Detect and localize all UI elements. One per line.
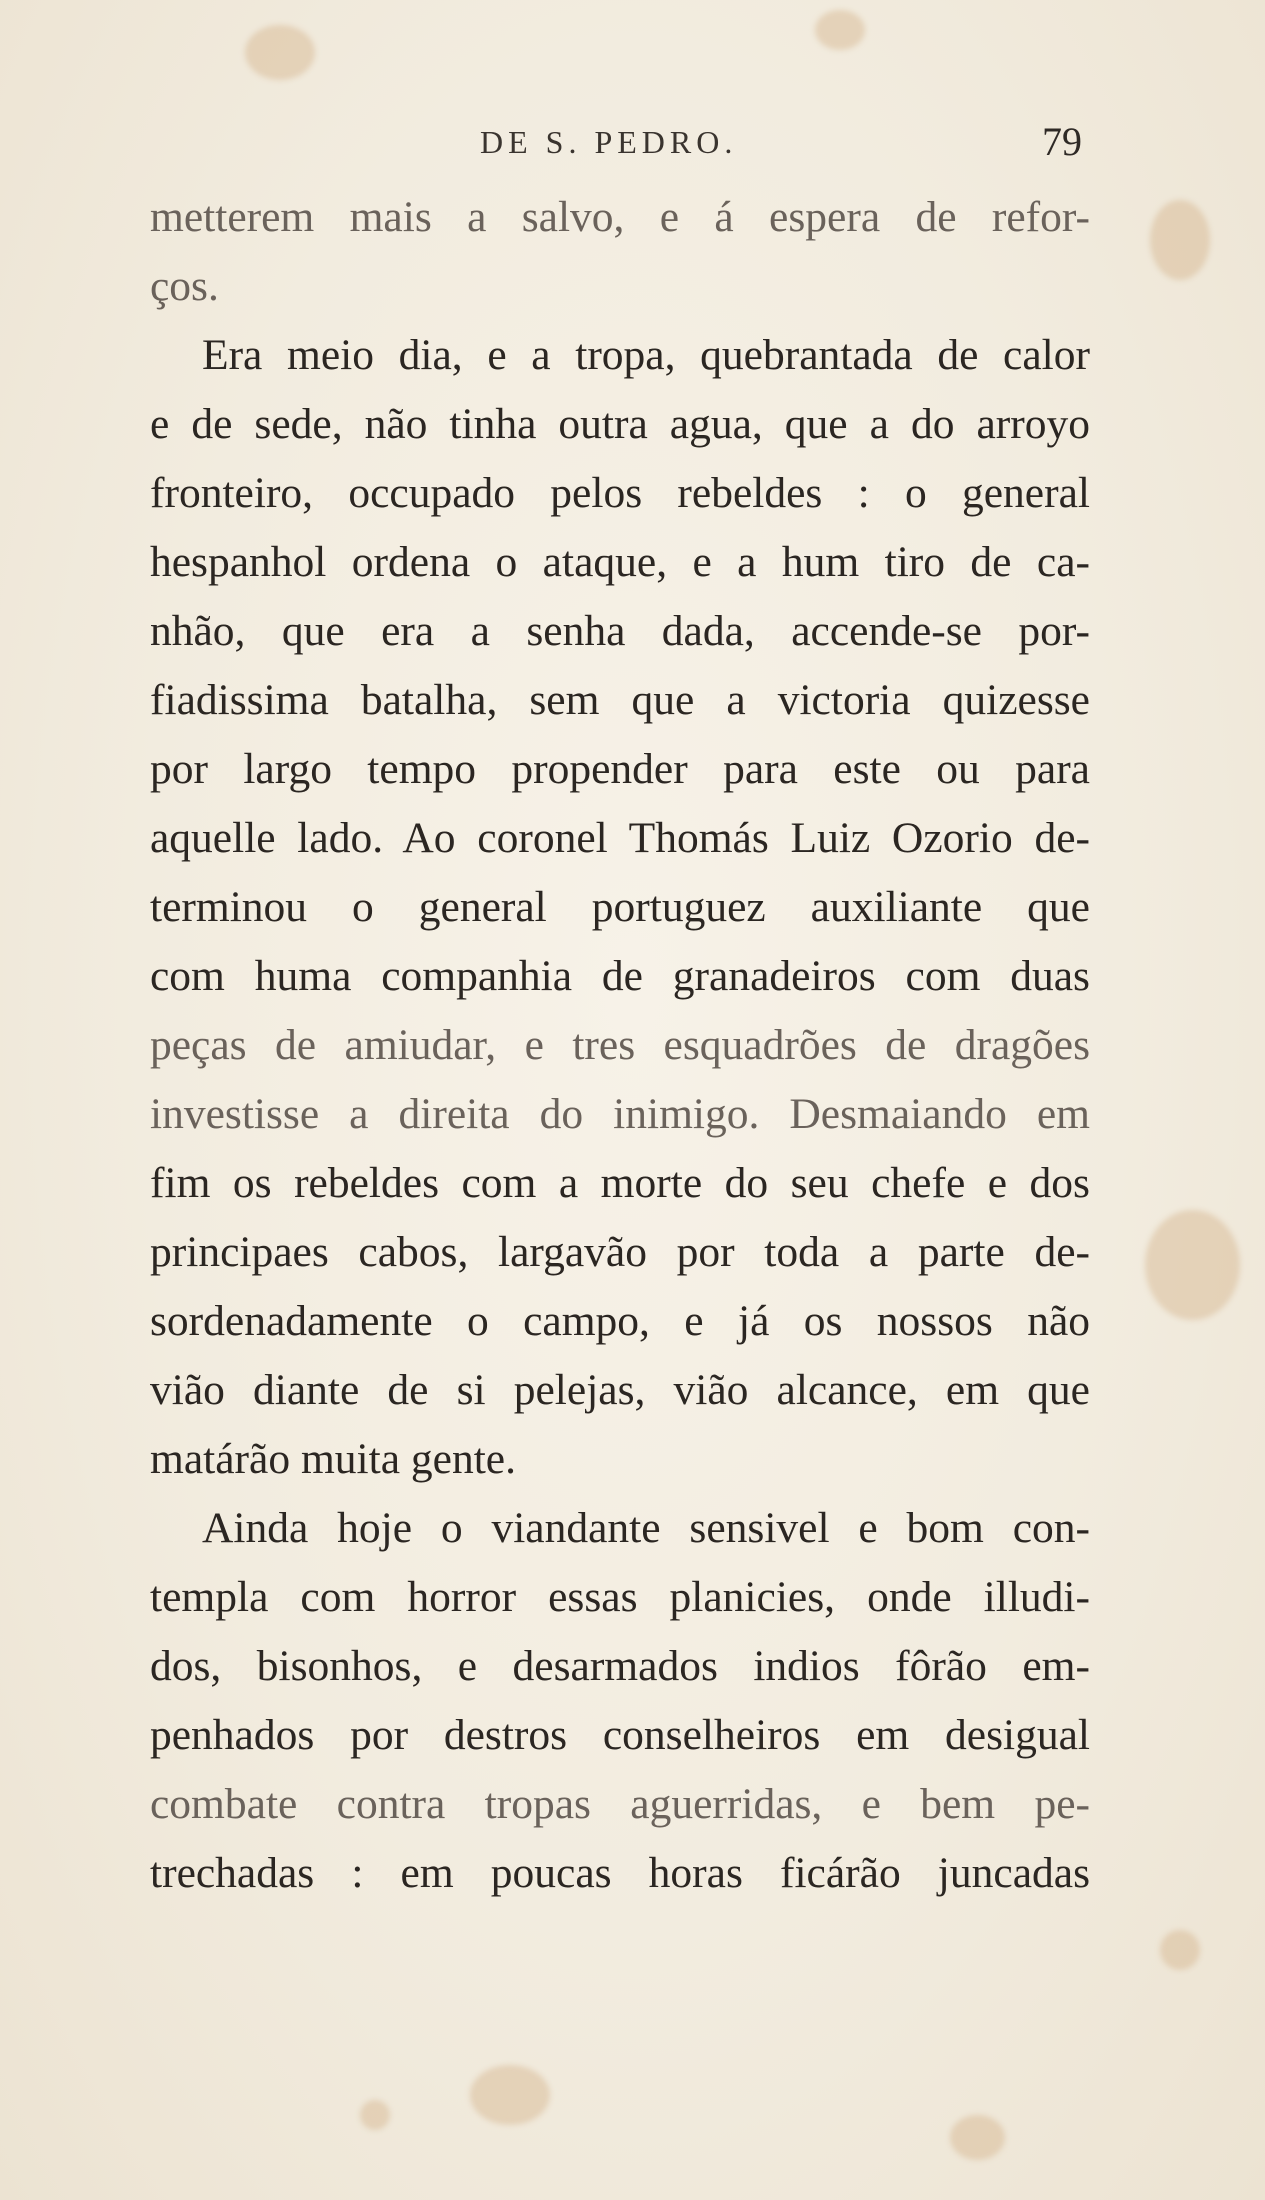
text-line: investisse a direita do inimigo. Desmaiando em — [150, 1090, 1090, 1138]
text-line: matárão muita gente. — [150, 1435, 516, 1483]
body-text — [150, 183, 1090, 1908]
text-line: por largo tempo propender para este ou para — [150, 745, 1090, 793]
text-line: e de sede, não tinha outra agua, que a do arroyo — [150, 400, 1090, 448]
running-head: DE S. PEDRO. — [480, 124, 738, 160]
text-line: com huma companhia de granadeiros com duas — [150, 952, 1090, 1000]
text-line: fiadissima batalha, sem que a victoria quizesse — [150, 676, 1090, 724]
text-line: combate contra tropas aguerridas, e bem pe- — [150, 1780, 1090, 1828]
text-line: ços. — [150, 262, 219, 310]
foxing-stain — [1160, 1930, 1200, 1970]
foxing-stain — [360, 2100, 390, 2130]
text-line: Ainda hoje o viandante sensivel e bom con- — [202, 1504, 1090, 1552]
text-line: fronteiro, occupado pelos rebeldes : o general — [150, 469, 1090, 517]
text-line: vião diante de si pelejas, vião alcance, em que — [150, 1366, 1090, 1414]
foxing-stain — [470, 2065, 550, 2125]
foxing-stain — [1150, 200, 1210, 280]
text-line: Era meio dia, e a tropa, quebrantada de calor — [202, 331, 1090, 379]
foxing-stain — [1145, 1210, 1240, 1320]
text-line: trechadas : em poucas horas ficárão juncadas — [150, 1849, 1090, 1897]
text-line: principaes cabos, largavão por toda a parte de- — [150, 1228, 1090, 1276]
text-line: sordenadamente o campo, e já os nossos não — [150, 1297, 1090, 1345]
text-line: peças de amiudar, e tres esquadrões de dragões — [150, 1021, 1090, 1069]
foxing-stain — [950, 2115, 1005, 2160]
text-line: fim os rebeldes com a morte do seu chefe e dos — [150, 1159, 1090, 1207]
text-line: penhados por destros conselheiros em desigual — [150, 1711, 1090, 1759]
text-line: metterem mais a salvo, e á espera de refor- — [150, 193, 1090, 241]
foxing-stain — [815, 10, 865, 50]
page-number: 79 — [1042, 119, 1082, 164]
text-line: templa com horror essas planicies, onde illudi- — [150, 1573, 1090, 1621]
text-line: dos, bisonhos, e desarmados indios fôrão em- — [150, 1642, 1090, 1690]
text-line: hespanhol ordena o ataque, e a hum tiro de ca- — [150, 538, 1090, 586]
text-line: terminou o general portuguez auxiliante que — [150, 883, 1090, 931]
text-line: aquelle lado. Ao coronel Thomás Luiz Ozorio de- — [150, 814, 1090, 862]
foxing-stain — [245, 25, 315, 80]
text-line: nhão, que era a senha dada, accende-se por- — [150, 607, 1090, 655]
page-header — [150, 118, 1090, 174]
